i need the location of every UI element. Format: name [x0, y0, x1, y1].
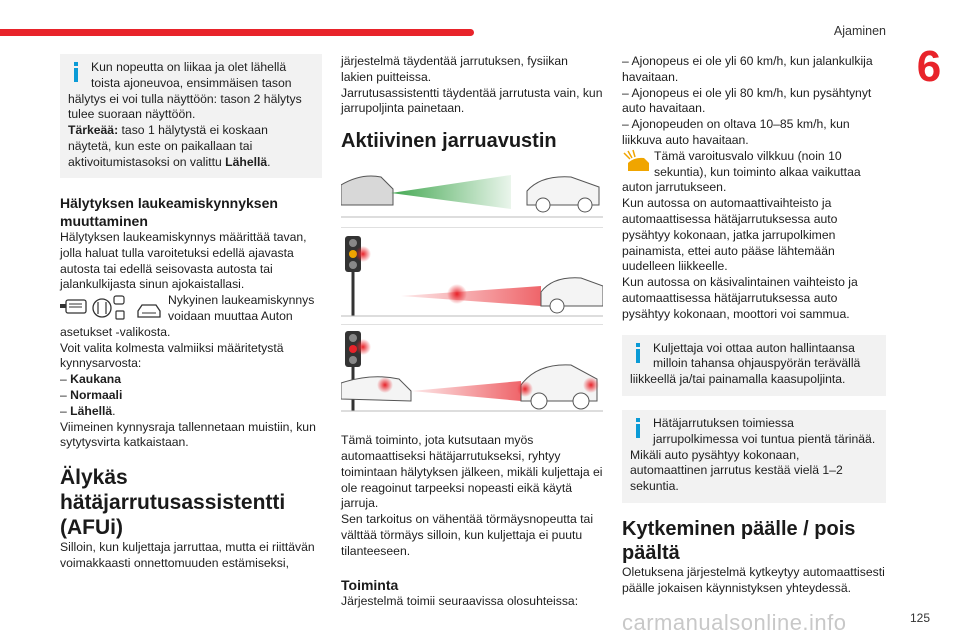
paragraph: Oletuksena järjestelmä kytkeytyy automaattisesti päälle jokaisen käynnistyksen yhteydessä.: [622, 564, 885, 595]
warning-light-icon: [622, 149, 654, 177]
paragraph: järjestelmä täydentää jarrutuksen, fysiikan lakien puitteissa.: [341, 54, 568, 84]
section-heading: Hälytyksen laukeamiskynnyksen muuttaminen: [60, 195, 278, 229]
paragraph: auton jarrutukseen.: [622, 180, 727, 195]
warning-light-row: [622, 149, 886, 181]
info-text: hälytys ei voi tulla näyttöön: tason 2 hälytys tulee suoraan näyttöön.: [68, 91, 302, 122]
section-heading: Toiminta: [341, 576, 399, 593]
warning-light-caption: Tämä varoitusvalo vilkkuu (noin 10 sekuntia), kun toiminto alkaa vaikuttaa: [654, 148, 861, 179]
paragraph: Tämä toiminto, jota kutsutaan myös automaattiseksi hätäjarrutukseksi, ryhtyy toimintaan hälytyksen jälkeen, mikäli kuljettaja ei ole reagoinut tarpeeksi nopeasti eikä käytä jarruja.: [341, 433, 603, 511]
info-text: Tärkeää: taso 1 hälytystä ei koskaan näytetä, kun este on paikallaan tai aktivoitumistasoksi on valittu Lähellä.: [68, 123, 271, 169]
top-accent-bar: [0, 29, 474, 36]
paragraph: Kun autossa on käsivalintainen vaihteisto ja automaattisessa hätäjarrutuksessa auto pysähtyy kokonaan, moottori voi sammua.: [622, 275, 858, 321]
paragraph: Voit valita kolmesta valmiiksi määritetystä kynnysarvosta:: [60, 340, 284, 371]
info-icon: [632, 343, 644, 363]
paragraph: Jarrutusassistentti täydentää jarrutusta vain, kun jarrupoljinta painetaan.: [341, 85, 603, 116]
settings-icons: [60, 293, 168, 323]
section-title: Kytkeminen päälle / pois päältä: [622, 517, 856, 564]
paragraph: Hälytyksen laukeamiskynnys määrittää tavan, jolla haluat tulla varoitetuksi edellä ajavasta autosta tai edellä seisovasta autosta tai jalankulkijasta sinun ajokaistallasi.: [60, 230, 307, 292]
info-icon: [632, 418, 644, 438]
condition-item: – Ajonopeus ei ole yli 80 km/h, kun pysähtynyt auto havaitaan.: [622, 85, 872, 116]
paragraph: Silloin, kun kuljettaja jarruttaa, mutta ei riittävän voimakkaasti onnettomuuden estämiseksi,: [60, 540, 315, 570]
watermark: carmanualsonline.info: [622, 610, 847, 635]
info-box: [622, 335, 886, 396]
info-text: Kun nopeutta on liikaa ja olet lähellä toista ajoneuvoa, ensimmäisen tason: [91, 60, 292, 90]
option-item: – Normaali: [60, 387, 123, 402]
page-number: 125: [910, 611, 931, 625]
illustration-alert-level-1: [341, 234, 603, 320]
info-text: Mikäli auto pysähtyy kokonaan, automaattinen jarrutus kestää vielä 1–2 sekuntia.: [630, 447, 843, 494]
paragraph: Sen tarkoitus on vähentää törmäysnopeutta tai välttää törmäys silloin, kun kuljettaja ei puutu tilanteeseen.: [341, 512, 594, 558]
car-settings-icon: [60, 293, 168, 323]
illustration-alert-level-2: [341, 329, 603, 415]
paragraph: Viimeinen kynnysraja tallennetaan muistiin, kun sytytysvirta katkaistaan.: [60, 419, 316, 450]
paragraph: Järjestelmä toimii seuraavissa olosuhteissa:: [341, 593, 579, 608]
column-1: [60, 54, 322, 572]
threshold-icon-row: [60, 293, 322, 325]
paragraph: Kun autossa on automaattivaihteisto ja automaattisessa hätäjarrutuksessa auto pysähtyy kokonaan, jatka jarrupolkimen painamista, ettei auto pääse lähtemään uudelleen liikkeelle.: [622, 196, 838, 274]
option-item: – Kaukana: [60, 372, 121, 387]
column-3: [622, 54, 886, 597]
paragraph: asetukset -valikosta.: [60, 324, 171, 339]
info-box: [60, 54, 322, 178]
section-title: Ajaminen: [833, 24, 886, 38]
column-2: [341, 54, 603, 609]
section-title: Aktiivinen jarruavustin: [341, 130, 557, 153]
section-title: Älykäs hätäjarrutusassistentti (AFUi): [60, 466, 286, 540]
info-text: liikkeellä ja/tai painamalla kaasupoljinta.: [630, 372, 846, 387]
condition-item: – Ajonopeuden on oltava 10–85 km/h, kun liikkuva auto havaitaan.: [622, 117, 850, 147]
chapter-number: 6: [916, 42, 942, 91]
info-box: [622, 410, 886, 503]
info-icon: [70, 62, 82, 82]
info-text: Kuljettaja voi ottaa auton hallintaansa milloin tahansa ohjauspyörän terävällä: [653, 340, 861, 371]
option-item: – Lähellä.: [60, 403, 116, 418]
info-text: Hätäjarrutuksen toimiessa jarrupolkimessa voi tuntua pientä tärinää.: [653, 415, 876, 446]
illustration-car-detect: [341, 165, 603, 221]
condition-item: – Ajonopeus ei ole yli 60 km/h, kun jalankulkija havaitaan.: [622, 54, 873, 84]
icon-caption: Nykyinen laukeamiskynnys voidaan muuttaa Auton: [168, 293, 315, 323]
